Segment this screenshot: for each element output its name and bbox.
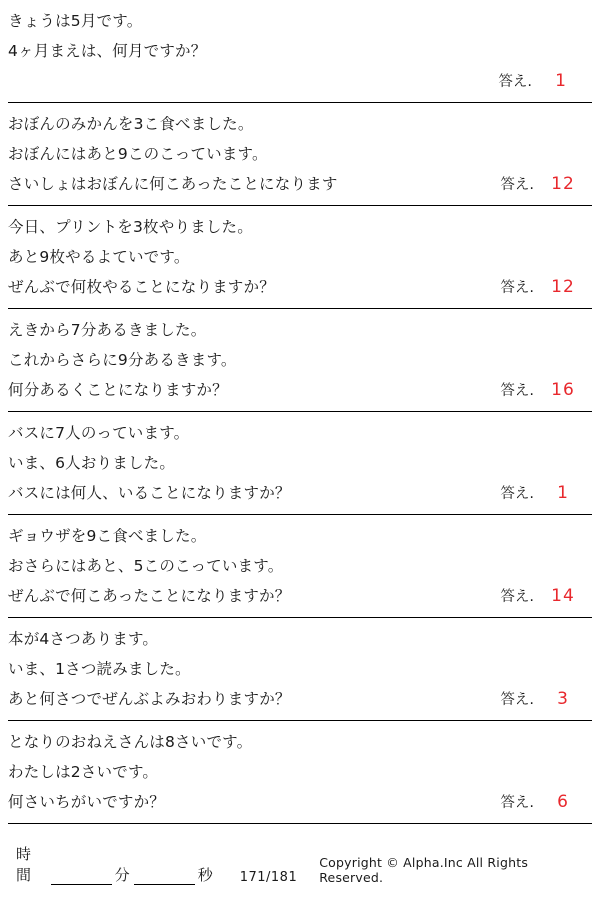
problem-line: バスに7人のっています。 <box>8 424 190 442</box>
problem-line: いま、1さつ読みました。 <box>8 660 191 678</box>
seconds-unit: 秒 <box>197 866 214 884</box>
answer-value: 1 <box>555 71 567 91</box>
answer-block <box>500 581 592 612</box>
page-number: 171/181 <box>239 870 298 885</box>
answer-label: 答え. <box>500 692 534 708</box>
answer-value: 16 <box>551 380 575 400</box>
answer-label: 答え. <box>500 589 534 605</box>
answer-value: 6 <box>557 792 569 812</box>
problem-line: 本が4さつあります。 <box>8 630 159 648</box>
answer-label: 答え. <box>500 177 534 193</box>
time-label: 時間 <box>16 845 33 884</box>
answer-block <box>500 684 592 715</box>
question-row <box>8 272 592 303</box>
question-text: ぜんぶで何こあったことになりますか？ <box>8 587 291 605</box>
answer-value: 14 <box>551 586 575 606</box>
answer-value: 1 <box>557 483 569 503</box>
problem-item <box>8 309 592 412</box>
question-row <box>8 787 592 818</box>
problem-line: ギョウザを9こ食べました。 <box>8 527 207 545</box>
problem-line: きょうは5月です。 <box>8 12 143 30</box>
answer-value: 12 <box>551 277 575 297</box>
question-row <box>8 169 592 200</box>
question-text: ぜんぶで何枚やることになりますか？ <box>8 278 275 296</box>
problem-line: あと9枚やるよていです。 <box>8 248 190 266</box>
question-text: さいしょはおぼんに何こあったことになります <box>8 175 338 193</box>
minutes-blank[interactable] <box>51 868 112 885</box>
answer-label: 答え. <box>500 486 534 502</box>
problem-item <box>8 412 592 515</box>
question-row <box>8 375 592 406</box>
question-row <box>8 478 592 509</box>
answer-value: 12 <box>551 174 575 194</box>
answer-block <box>500 375 592 406</box>
problem-line: えきから7分あるきました。 <box>8 321 207 339</box>
question-row <box>8 581 592 612</box>
answer-value: 3 <box>557 689 569 709</box>
answer-block <box>500 787 592 818</box>
minutes-unit: 分 <box>114 866 131 884</box>
problem-line: いま、6人おりました。 <box>8 454 176 472</box>
problem-item <box>8 721 592 824</box>
problem-line: これからさらに9分あるきます。 <box>8 351 237 369</box>
answer-label: 答え. <box>500 280 534 296</box>
answer-label: 答え. <box>500 795 534 811</box>
problem-item <box>8 515 592 618</box>
problem-line: おぼんのみかんを3こ食べました。 <box>8 115 254 133</box>
question-text: 何分あるくことになりますか？ <box>8 381 228 399</box>
seconds-blank[interactable] <box>134 868 195 885</box>
worksheet-footer <box>8 843 592 899</box>
answer-row <box>8 66 592 97</box>
problem-line: おさらにはあと、5このこっています。 <box>8 557 284 575</box>
problem-item <box>8 0 592 103</box>
question-text: 何さいちがいですか？ <box>8 793 166 811</box>
problem-line: 4ヶ月まえは、何月ですか？ <box>8 42 207 60</box>
copyright-notice: Copyright © Alpha.Inc All Rights Reserved. <box>319 855 529 885</box>
question-row <box>8 684 592 715</box>
answer-block <box>500 169 592 200</box>
problem-item <box>8 103 592 206</box>
answer-block <box>500 272 592 303</box>
question-text: バスには何人、いることになりますか？ <box>8 484 291 502</box>
problem-line: 今日、プリントを3枚やりました。 <box>8 218 253 236</box>
problem-line: わたしは2さいです。 <box>8 763 159 781</box>
problem-item <box>8 618 592 721</box>
question-text: あと何さつでぜんぶよみおわりますか？ <box>8 690 291 708</box>
answer-block <box>500 478 592 509</box>
problem-line: となりのおねえさんは8さいです。 <box>8 733 253 751</box>
problem-item <box>8 206 592 309</box>
problem-line: おぼんにはあと9このこっています。 <box>8 145 268 163</box>
answer-label: 答え. <box>500 383 534 399</box>
answer-label: 答え. <box>498 74 532 90</box>
